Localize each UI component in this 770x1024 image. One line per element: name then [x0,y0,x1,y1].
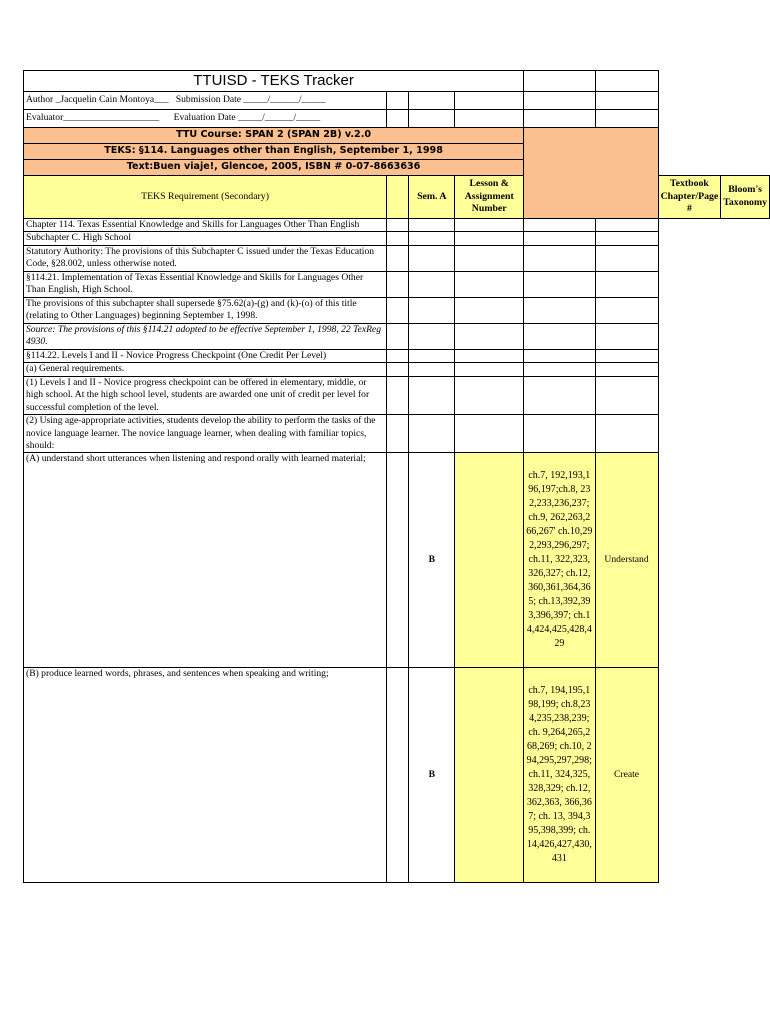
row-text: (2) Using age-appropriate activities, students develop the ability to perform the tasks of the novice language learner. The novice language learner, when dealing with familiar topics, should: [24,415,387,453]
table-row [24,363,770,376]
objective-text: (A) understand short utterances when listening and respond orally with learned material; [24,453,387,668]
blank-cell [409,110,455,128]
objective-pages: ch.7, 192,193,196,197;ch.8, 232,233,236,237; ch.9, 262,263,266,267' ch.10,292,293,296,297; ch.11, 322,323,326,327; ch.12,360,361,364,365; ch.13,392,393,396,397; ch.14,424,425,428,429 [524,453,595,668]
blank-cell [595,92,658,110]
row-text: §114.21. Implementation of Texas Essential Knowledge and Skills for Languages Other Than English, High School. [24,271,387,297]
evaluator-line [24,110,387,128]
row-text: Chapter 114. Texas Essential Knowledge and Skills for Languages Other Than English [24,219,387,232]
author-field: Author _Jacquelin Cain Montoya___ [26,94,169,106]
blank-cell [595,71,658,92]
header-sem: Sem. A [409,176,455,219]
row-text: §114.22. Levels I and II - Novice Progress Checkpoint (One Credit Per Level) [24,349,387,362]
page-title: TTUISD - TEKS Tracker [24,71,524,92]
header-blooms: Bloom's Taxonomy [721,176,770,219]
header-requirement: TEKS Requirement (Secondary) [24,176,387,219]
blank-cell [387,110,409,128]
objective-sem: B [409,453,455,668]
table-row [24,349,770,362]
orange-filler [524,128,658,219]
row-text: Source: The provisions of this §114.21 adopted to be effective September 1, 1998, 22 TexReg 4930. [24,323,387,349]
blank-cell [524,110,595,128]
evaluation-date-field: Evaluation Date _____/______/_____ [173,112,321,124]
objective-lesson [455,453,524,668]
table-row [24,415,770,453]
blank-cell [387,453,409,668]
blank-cell [524,71,595,92]
header-textbook: Textbook Chapter/Page # [658,176,721,219]
table-row [24,297,770,323]
row-text: Statutory Authority: The provisions of this Subchapter C issued under the Texas Education Code, §28.002, unless otherwise noted. [24,245,387,271]
table-row [24,376,770,414]
objective-blooms: Create [595,668,658,883]
text-title: Text:Buen viaje!, Glencoe, 2005, ISBN # 0-07-8663636 [24,160,524,176]
teks-tracker-table [23,70,770,883]
header-blank [387,176,409,219]
course-title: TTU Course: SPAN 2 (SPAN 2B) v.2.0 [24,128,524,144]
table-row [24,219,770,232]
objective-row [24,668,770,883]
table-row [24,232,770,245]
blank-cell [455,92,524,110]
objective-lesson [455,668,524,883]
objective-pages: ch.7, 194,195,198,199; ch.8,234,235,238,239; ch. 9,264,265,268,269; ch.10, 294,295,297,298; ch.11, 324,325,328,329; ch.12, 362,363, 366,367; ch. 13, 394,395,398,399; ch. 14,426,427,430,431 [524,668,595,883]
submission-date-field: Submission Date _____/______/_____ [175,94,326,106]
objective-blooms: Understand [595,453,658,668]
objective-text: (B) produce learned words, phrases, and sentences when speaking and writing; [24,668,387,883]
teks-title: TEKS: §114. Languages other than English, September 1, 1998 [24,144,524,160]
blank-cell [455,110,524,128]
table-row [24,271,770,297]
blank-cell [524,92,595,110]
header-lesson: Lesson & Assignment Number [455,176,524,219]
table-row [24,323,770,349]
blank-cell [387,92,409,110]
objective-row [24,453,770,668]
blank-cell [595,110,658,128]
table-row [24,245,770,271]
author-line [24,92,387,110]
blank-cell [409,92,455,110]
evaluator-field: Evaluator____________________ [26,112,160,124]
row-text: Subchapter C. High School [24,232,387,245]
blank-cell [387,668,409,883]
objective-sem: B [409,668,455,883]
row-text: (1) Levels I and II - Novice progress checkpoint can be offered in elementary, middle, or high school. At the high school level, students are awarded one unit of credit per level for successful completion of the level. [24,376,387,414]
row-text: The provisions of this subchapter shall supersede §75.62(a)-(g) and (k)-(o) of this title (relating to Other Languages) beginning September 1, 1998. [24,297,387,323]
row-text: (a) General requirements. [24,363,387,376]
